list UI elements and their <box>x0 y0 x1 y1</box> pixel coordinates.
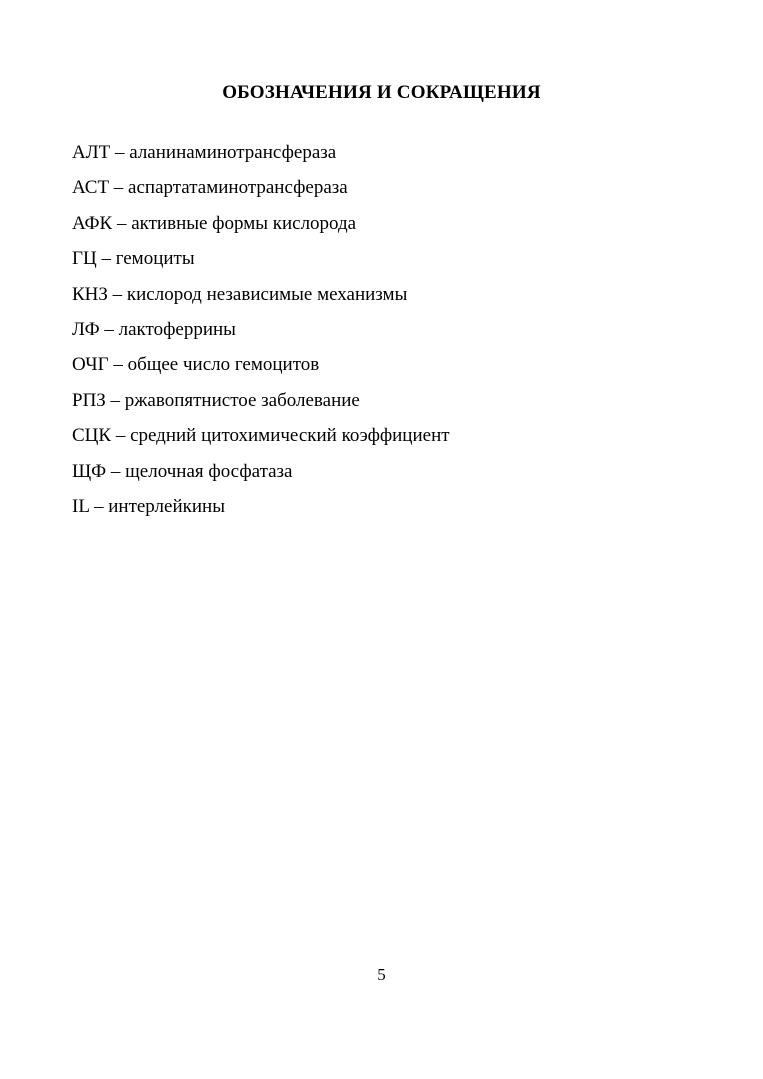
list-item: ОЧГ – общее число гемоцитов <box>72 354 320 376</box>
abbreviations-list <box>72 135 450 524</box>
page-number: 5 <box>377 965 386 984</box>
list-item: СЦК – средний цитохимический коэффициент <box>72 425 450 447</box>
list-item: РПЗ – ржавопятнистое заболевание <box>72 389 360 411</box>
list-item: IL – интерлейкины <box>72 496 225 518</box>
list-item: АСТ – аспартатаминотрансфераза <box>72 177 348 199</box>
list-item: АФК – активные формы кислорода <box>72 212 357 234</box>
page-title: ОБОЗНАЧЕНИЯ И СОКРАЩЕНИЯ <box>222 82 541 103</box>
list-item: ГЦ – гемоциты <box>72 248 195 270</box>
list-item: ЩФ – щелочная фосфатаза <box>72 460 293 482</box>
list-item: ЛФ – лактоферрины <box>72 319 236 341</box>
list-item: АЛТ – аланинаминотрансфераза <box>72 142 337 163</box>
list-item: КНЗ – кислород независимые механизмы <box>72 283 408 305</box>
